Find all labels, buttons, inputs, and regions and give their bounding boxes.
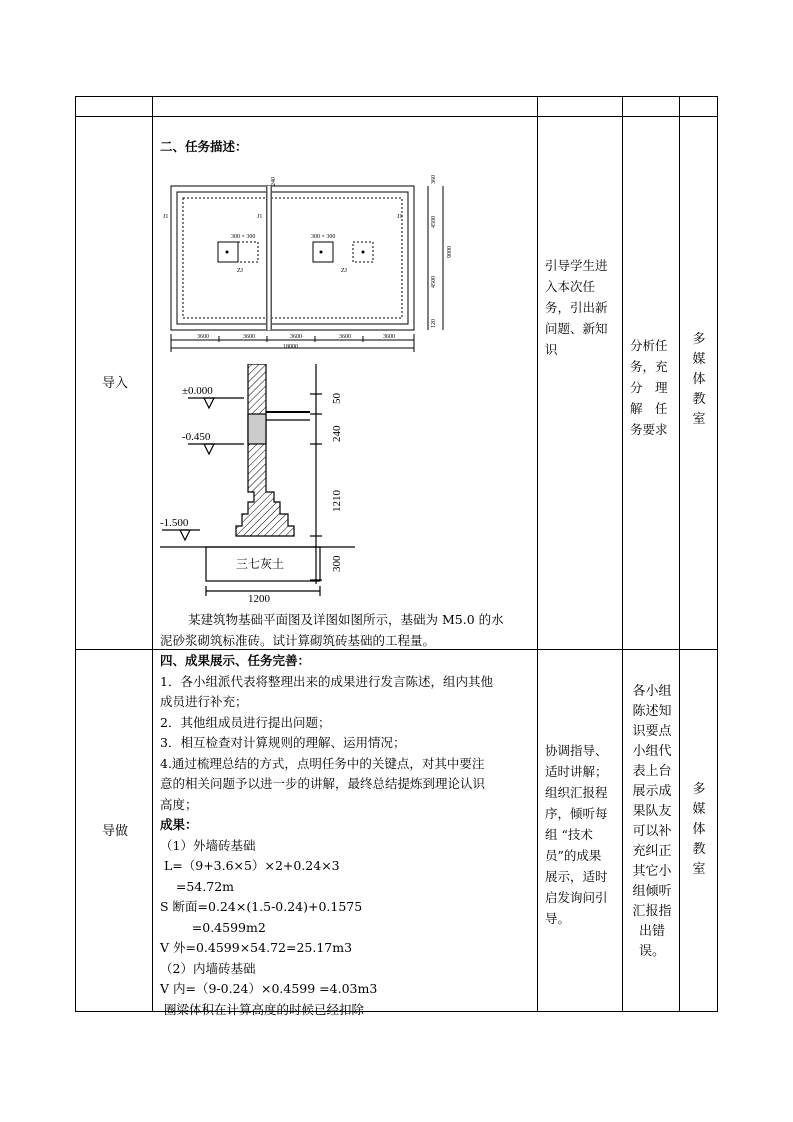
dim-label: 50: [331, 393, 343, 404]
text-line: 务，充: [630, 359, 668, 374]
calc-line: V 内=（9-0.24）×0.4599 =4.03m3: [160, 981, 378, 996]
text-line: 识: [545, 342, 558, 357]
desc-line: 泥砂浆砌筑标准砖。试计算砌筑砖基础的工程量。: [160, 633, 436, 648]
result-section: [160, 651, 538, 1020]
teacher-activity: [545, 740, 625, 929]
text-line: 解 任: [630, 401, 668, 416]
calc-line: V 外=0.4599×54.72=25.17m3: [160, 940, 353, 955]
text-line: 适时讲解；: [545, 764, 608, 779]
student-activity: [625, 682, 679, 962]
level-label: -1.500: [160, 517, 189, 529]
level-label: -0.450: [182, 431, 211, 443]
text-line: 分析任: [630, 338, 668, 353]
text-line: 误。: [638, 944, 665, 959]
stage-label: 导入: [102, 376, 129, 391]
base-label: 三七灰土: [236, 557, 285, 571]
text-line: 问题、新知: [545, 321, 608, 336]
section-heading: 四、成果展示、任务完善：: [160, 653, 311, 668]
text-line: 识要点: [632, 724, 672, 739]
dim-label: 240: [271, 177, 277, 186]
calc-line: =0.4599m2: [160, 919, 266, 935]
size-label: 300 × 300: [311, 234, 336, 240]
foundation-plan-drawing: [163, 172, 455, 354]
task-description-cont: [160, 630, 535, 651]
stage-label: 导做: [102, 824, 129, 839]
plan-label: J1: [163, 214, 169, 220]
text-line: 教: [692, 392, 706, 407]
text-line: 高度；: [160, 796, 198, 812]
text-line: 务要求: [630, 422, 668, 437]
calc-line: （1）外墙砖基础: [160, 837, 256, 853]
dim-label: 4500: [431, 216, 437, 228]
dim-total: 18000: [283, 344, 298, 350]
dim-label: 240: [331, 425, 343, 442]
dim-label: 9000: [447, 246, 453, 258]
text-line: 室: [692, 412, 706, 427]
col-line: [152, 96, 153, 1012]
text-line: 2．其他组成员进行提出问题；: [160, 714, 331, 730]
text-line: 入本次任: [545, 279, 596, 294]
desc-line: 某建筑物基础平面图及详图如图所示，基础为 M5.0 的水: [188, 612, 504, 627]
student-activity: [630, 335, 680, 440]
dim-label: 3600: [339, 334, 351, 340]
text-line: 可以补: [632, 824, 672, 839]
dim-label: 300: [331, 555, 343, 572]
text-line: 展示，适时: [545, 869, 608, 884]
calc-line: S 断面=0.24×(1.5-0.24)+0.1575: [160, 899, 363, 914]
text-line: 组织汇报程: [545, 785, 608, 800]
text-line: 协调指导、: [545, 743, 608, 758]
text-line: 陈述知: [632, 704, 672, 719]
dim-label: 3600: [197, 334, 209, 340]
media-label: [684, 780, 714, 880]
calc-line: L=（9+3.6×5）×2+0.24×3: [160, 858, 340, 873]
text-line: 序，倾听每: [545, 806, 608, 821]
text-line: 媒: [692, 352, 706, 367]
text-line: 组 “技术: [545, 827, 593, 842]
plan-label: ZJ: [237, 268, 243, 274]
base-width: 1200: [248, 593, 270, 602]
text-line: 1．各小组派代表将整理出来的成果进行发言陈述，组内其他: [160, 673, 493, 689]
text-line: 体: [692, 822, 706, 837]
plan-label: J1: [397, 214, 403, 220]
plan-label: ZJ: [341, 268, 347, 274]
dim-label: 3600·: [290, 334, 304, 340]
text-line: 各小组: [632, 684, 672, 699]
text-line: 展示成: [632, 784, 672, 799]
text-line: 分 理: [630, 380, 668, 395]
dim-label: 120: [431, 319, 437, 328]
dim-label: 1210: [331, 490, 343, 512]
text-line: 教: [692, 842, 706, 857]
task-description: [160, 609, 535, 630]
foundation-detail-drawing: [160, 364, 355, 602]
calc-line: 圈梁体积在计算高度的时候已经扣除: [160, 1001, 364, 1017]
text-line: 出错: [638, 924, 665, 939]
text-line: 导。: [545, 911, 571, 926]
text-line: 充纠正: [632, 844, 672, 859]
text-line: 意的相关问题予以进一步的讲解，最终总结提炼到理论认识: [160, 776, 486, 791]
dim-label: 360: [431, 175, 437, 184]
text-line: 汇报指: [632, 904, 672, 919]
level-label: ±0.000: [182, 385, 213, 397]
text-line: 多: [692, 782, 706, 797]
text-line: 果队友: [632, 804, 672, 819]
calc-line: （2）内墙砖基础: [160, 960, 256, 976]
dim-label: 3600: [383, 334, 395, 340]
text-line: 体: [692, 372, 706, 387]
col-line: [679, 96, 680, 1012]
text-line: 成员进行补充；: [160, 694, 248, 709]
text-line: 小组代: [632, 744, 672, 759]
text-line: 表上台: [632, 764, 672, 779]
media-label: [684, 330, 714, 430]
text-line: 员”的成果: [545, 848, 602, 863]
text-line: 多: [692, 332, 706, 347]
text-line: 其它小: [632, 864, 672, 879]
calc-line: =54.72m: [160, 878, 235, 894]
result-title: 成果：: [160, 817, 198, 832]
size-label: 300 × 300: [231, 234, 256, 240]
text-line: 3．相互检查对计算规则的理解、运用情况；: [160, 735, 406, 750]
text-line: 启发询问引: [545, 890, 608, 905]
col-line: [717, 96, 718, 1012]
dim-label: 4500: [431, 276, 437, 288]
text-line: 4.通过梳理总结的方式，点明任务中的关键点，对其中要注: [160, 755, 485, 771]
section-heading: 二、任务描述：: [160, 139, 248, 154]
text-line: 媒: [692, 802, 706, 817]
text-line: 引导学生进: [545, 258, 608, 273]
text-line: 组倾听: [632, 884, 672, 899]
col-line: [75, 96, 76, 1012]
plan-label: J1: [257, 214, 263, 220]
text-line: 务，引出新: [545, 300, 608, 315]
dim-label: 3600: [243, 334, 255, 340]
teacher-activity: [545, 255, 625, 360]
text-line: 室: [692, 862, 706, 877]
